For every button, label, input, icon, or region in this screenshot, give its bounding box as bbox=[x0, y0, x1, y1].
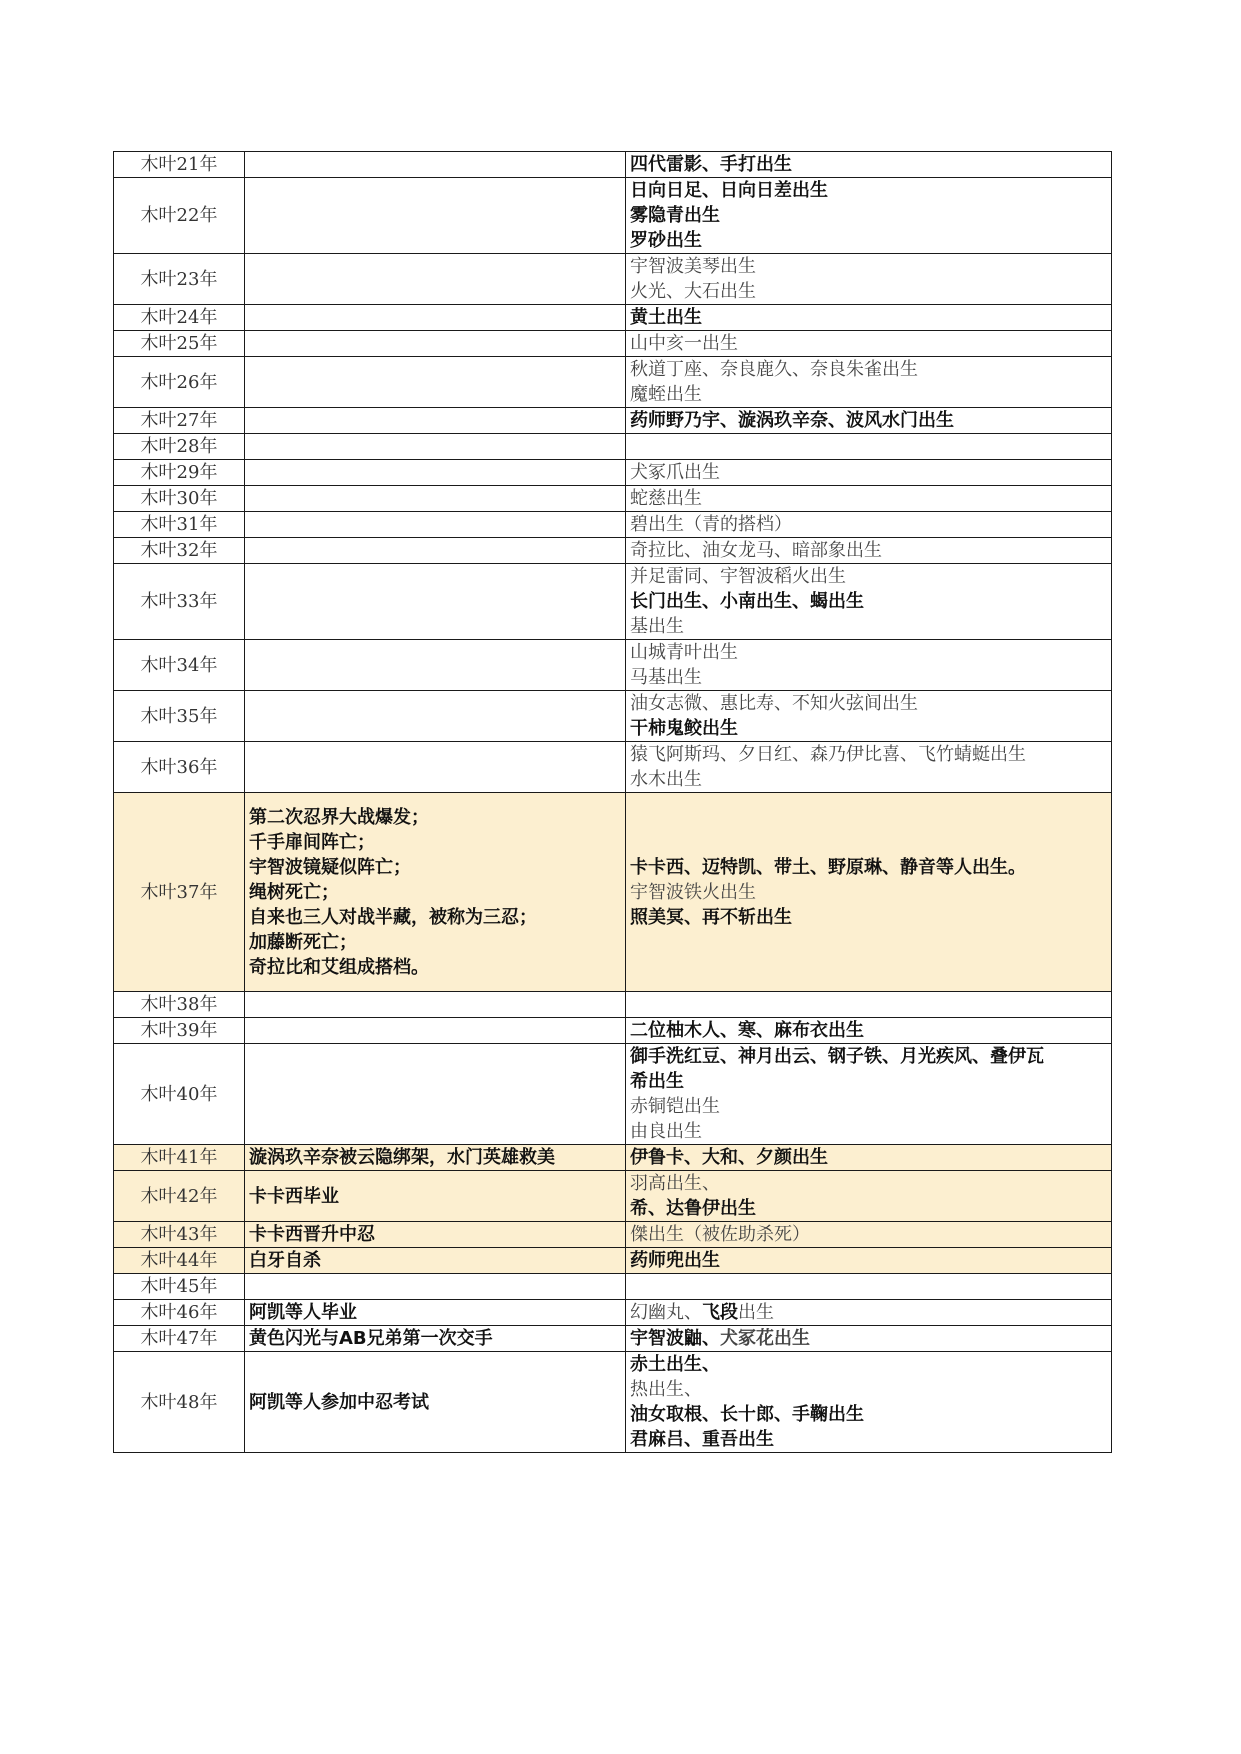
timeline-row bbox=[114, 1274, 1112, 1300]
event-line: 黄色闪光与AB兄弟第一次交手 bbox=[249, 1328, 493, 1349]
event-cell bbox=[245, 357, 626, 408]
timeline-row bbox=[114, 152, 1112, 178]
birth-line: 二位柚木人、寒、麻布衣出生 bbox=[630, 1020, 864, 1041]
event-line: 绳树死亡； bbox=[249, 881, 339, 903]
year-cell: 木叶26年 bbox=[114, 357, 245, 408]
text-fragment: 出生 bbox=[738, 1302, 774, 1323]
birth-line: 药师兜出生 bbox=[630, 1250, 720, 1271]
year-cell: 木叶37年 bbox=[114, 793, 245, 992]
birth-line: 宇智波铁火出生 bbox=[630, 881, 756, 903]
birth-cell bbox=[626, 742, 1112, 793]
birth-cell bbox=[626, 640, 1112, 691]
event-cell bbox=[245, 1222, 626, 1248]
year-cell: 木叶41年 bbox=[114, 1145, 245, 1171]
year-cell: 木叶30年 bbox=[114, 486, 245, 512]
birth-cell bbox=[626, 1044, 1112, 1145]
event-cell bbox=[245, 305, 626, 331]
event-line: 卡卡西晋升中忍 bbox=[249, 1224, 375, 1245]
birth-cell bbox=[626, 992, 1112, 1018]
birth-line: 羽高出生、 bbox=[630, 1173, 720, 1194]
birth-line: 猿飞阿斯玛、夕日红、森乃伊比喜、飞竹蜻蜓出生 bbox=[630, 744, 1026, 765]
timeline-row bbox=[114, 512, 1112, 538]
timeline-row bbox=[114, 1248, 1112, 1274]
timeline-row bbox=[114, 793, 1112, 992]
birth-line: 魔蛭出生 bbox=[630, 384, 702, 405]
event-cell bbox=[245, 564, 626, 640]
year-cell: 木叶38年 bbox=[114, 992, 245, 1018]
year-cell: 木叶43年 bbox=[114, 1222, 245, 1248]
birth-line: 长门出生、小南出生、蝎出生 bbox=[630, 591, 864, 612]
event-cell bbox=[245, 408, 626, 434]
birth-line: 君麻吕、重吾出生 bbox=[630, 1429, 774, 1450]
year-cell: 木叶23年 bbox=[114, 254, 245, 305]
event-line: 奇拉比和艾组成搭档。 bbox=[249, 956, 429, 978]
year-cell: 木叶31年 bbox=[114, 512, 245, 538]
event-line: 阿凯等人毕业 bbox=[249, 1302, 357, 1323]
timeline-row bbox=[114, 1326, 1112, 1352]
timeline-row bbox=[114, 1044, 1112, 1145]
birth-cell bbox=[626, 1274, 1112, 1300]
birth-line: 碧出生（青的搭档） bbox=[630, 514, 792, 535]
timeline-row bbox=[114, 486, 1112, 512]
birth-line: 干柿鬼鲛出生 bbox=[630, 718, 738, 739]
timeline-row bbox=[114, 1222, 1112, 1248]
birth-line: 马基出生 bbox=[630, 667, 702, 688]
birth-line bbox=[630, 1326, 1107, 1351]
timeline-row bbox=[114, 640, 1112, 691]
year-cell: 木叶24年 bbox=[114, 305, 245, 331]
year-cell: 木叶34年 bbox=[114, 640, 245, 691]
birth-cell bbox=[626, 793, 1112, 992]
birth-line: 希、达鲁伊出生 bbox=[630, 1198, 756, 1219]
event-cell bbox=[245, 486, 626, 512]
birth-cell bbox=[626, 1326, 1112, 1352]
birth-line: 四代雷影、手打出生 bbox=[630, 154, 792, 175]
year-cell: 木叶27年 bbox=[114, 408, 245, 434]
birth-line: 犬冢爪出生 bbox=[630, 462, 720, 483]
birth-line: 蛇慈出生 bbox=[630, 488, 702, 509]
birth-line: 热出生、 bbox=[630, 1379, 702, 1400]
birth-cell bbox=[626, 152, 1112, 178]
event-cell bbox=[245, 691, 626, 742]
timeline-row bbox=[114, 1352, 1112, 1453]
text-fragment: 飞段 bbox=[702, 1302, 738, 1323]
timeline-row bbox=[114, 1300, 1112, 1326]
year-cell: 木叶39年 bbox=[114, 1018, 245, 1044]
timeline-row bbox=[114, 564, 1112, 640]
birth-cell bbox=[626, 1352, 1112, 1453]
birth-line: 黄土出生 bbox=[630, 307, 702, 328]
year-cell: 木叶42年 bbox=[114, 1171, 245, 1222]
birth-cell bbox=[626, 538, 1112, 564]
birth-cell bbox=[626, 408, 1112, 434]
timeline-row bbox=[114, 178, 1112, 254]
birth-cell bbox=[626, 254, 1112, 305]
event-line: 漩涡玖辛奈被云隐绑架，水门英雄救美 bbox=[249, 1147, 555, 1168]
year-cell: 木叶48年 bbox=[114, 1352, 245, 1453]
event-cell bbox=[245, 1171, 626, 1222]
birth-cell bbox=[626, 1171, 1112, 1222]
event-cell bbox=[245, 538, 626, 564]
birth-cell bbox=[626, 357, 1112, 408]
event-cell bbox=[245, 1274, 626, 1300]
year-cell: 木叶46年 bbox=[114, 1300, 245, 1326]
timeline-row bbox=[114, 691, 1112, 742]
birth-line: 日向日足、日向日差出生 bbox=[630, 180, 828, 201]
birth-line: 伊鲁卡、大和、夕颜出生 bbox=[630, 1147, 828, 1168]
timeline-row bbox=[114, 1018, 1112, 1044]
birth-line bbox=[630, 1300, 1107, 1325]
birth-line: 宇智波美琴出生 bbox=[630, 256, 756, 277]
birth-line: 雾隐青出生 bbox=[630, 205, 720, 226]
event-cell bbox=[245, 512, 626, 538]
birth-cell bbox=[626, 305, 1112, 331]
event-cell bbox=[245, 640, 626, 691]
event-cell bbox=[245, 434, 626, 460]
event-line: 宇智波镜疑似阵亡； bbox=[249, 856, 411, 878]
birth-line: 药师野乃宇、漩涡玖辛奈、波风水门出生 bbox=[630, 410, 954, 431]
birth-cell bbox=[626, 512, 1112, 538]
birth-line: 罗砂出生 bbox=[630, 230, 702, 251]
birth-line: 赤土出生、 bbox=[630, 1354, 720, 1375]
year-cell: 木叶21年 bbox=[114, 152, 245, 178]
birth-line: 并足雷同、宇智波稻火出生 bbox=[630, 566, 846, 587]
event-line: 自来也三人对战半藏，被称为三忍； bbox=[249, 906, 537, 928]
birth-line: 山中亥一出生 bbox=[630, 333, 738, 354]
event-cell bbox=[245, 992, 626, 1018]
birth-line: 由良出生 bbox=[630, 1121, 702, 1142]
event-cell bbox=[245, 1145, 626, 1171]
year-cell: 木叶28年 bbox=[114, 434, 245, 460]
event-cell bbox=[245, 1326, 626, 1352]
year-cell: 木叶40年 bbox=[114, 1044, 245, 1145]
text-fragment: 犬冢花出生 bbox=[720, 1328, 810, 1349]
timeline-row bbox=[114, 742, 1112, 793]
birth-line: 御手洗红豆、神月出云、钢子铁、月光疾风、叠伊瓦 bbox=[630, 1046, 1044, 1067]
event-cell bbox=[245, 793, 626, 992]
birth-cell bbox=[626, 691, 1112, 742]
birth-line: 卡卡西、迈特凯、带土、野原琳、静音等人出生。 bbox=[630, 856, 1026, 878]
timeline-row bbox=[114, 992, 1112, 1018]
birth-line: 赤铜铠出生 bbox=[630, 1096, 720, 1117]
timeline-row bbox=[114, 460, 1112, 486]
birth-cell bbox=[626, 460, 1112, 486]
event-cell bbox=[245, 254, 626, 305]
event-line: 千手扉间阵亡； bbox=[249, 831, 375, 853]
year-cell: 木叶45年 bbox=[114, 1274, 245, 1300]
birth-line: 基出生 bbox=[630, 616, 684, 637]
birth-cell bbox=[626, 1145, 1112, 1171]
birth-cell bbox=[626, 1222, 1112, 1248]
timeline-table bbox=[113, 151, 1112, 1453]
timeline-row bbox=[114, 1171, 1112, 1222]
event-line: 卡卡西毕业 bbox=[249, 1185, 339, 1207]
birth-line: 傑出生（被佐助杀死） bbox=[630, 1224, 810, 1245]
timeline-body bbox=[114, 152, 1112, 1453]
timeline-row bbox=[114, 305, 1112, 331]
birth-line: 照美冥、再不斩出生 bbox=[630, 906, 792, 928]
event-cell bbox=[245, 460, 626, 486]
event-cell bbox=[245, 1300, 626, 1326]
birth-cell bbox=[626, 331, 1112, 357]
event-line: 加藤断死亡； bbox=[249, 931, 357, 953]
year-cell: 木叶44年 bbox=[114, 1248, 245, 1274]
timeline-row bbox=[114, 331, 1112, 357]
event-cell bbox=[245, 331, 626, 357]
timeline-row bbox=[114, 1145, 1112, 1171]
event-cell bbox=[245, 1018, 626, 1044]
birth-line: 火光、大石出生 bbox=[630, 281, 756, 302]
birth-line: 油女志微、惠比寿、不知火弦间出生 bbox=[630, 693, 918, 714]
timeline-row bbox=[114, 254, 1112, 305]
event-line: 阿凯等人参加中忍考试 bbox=[249, 1391, 429, 1413]
birth-line: 油女取根、长十郎、手鞠出生 bbox=[630, 1404, 864, 1425]
event-line: 白牙自杀 bbox=[249, 1250, 321, 1271]
year-cell: 木叶32年 bbox=[114, 538, 245, 564]
birth-line: 水木出生 bbox=[630, 769, 702, 790]
event-cell bbox=[245, 1352, 626, 1453]
birth-cell bbox=[626, 434, 1112, 460]
event-cell bbox=[245, 178, 626, 254]
year-cell: 木叶29年 bbox=[114, 460, 245, 486]
year-cell: 木叶47年 bbox=[114, 1326, 245, 1352]
event-cell bbox=[245, 1044, 626, 1145]
birth-cell bbox=[626, 1018, 1112, 1044]
year-cell: 木叶36年 bbox=[114, 742, 245, 793]
event-cell bbox=[245, 742, 626, 793]
timeline-row bbox=[114, 408, 1112, 434]
birth-line: 山城青叶出生 bbox=[630, 642, 738, 663]
birth-line: 秋道丁座、奈良鹿久、奈良朱雀出生 bbox=[630, 359, 918, 380]
year-cell: 木叶25年 bbox=[114, 331, 245, 357]
birth-line: 希出生 bbox=[630, 1071, 684, 1092]
year-cell: 木叶35年 bbox=[114, 691, 245, 742]
birth-cell bbox=[626, 178, 1112, 254]
timeline-row bbox=[114, 538, 1112, 564]
year-cell: 木叶22年 bbox=[114, 178, 245, 254]
text-fragment: 幻幽丸、 bbox=[630, 1302, 702, 1323]
event-cell bbox=[245, 152, 626, 178]
event-cell bbox=[245, 1248, 626, 1274]
birth-cell bbox=[626, 1300, 1112, 1326]
timeline-row bbox=[114, 357, 1112, 408]
year-cell: 木叶33年 bbox=[114, 564, 245, 640]
birth-cell bbox=[626, 486, 1112, 512]
birth-line: 奇拉比、油女龙马、暗部象出生 bbox=[630, 540, 882, 561]
event-line: 第二次忍界大战爆发； bbox=[249, 806, 429, 828]
timeline-row bbox=[114, 434, 1112, 460]
birth-cell bbox=[626, 1248, 1112, 1274]
text-fragment: 宇智波鼬、 bbox=[630, 1328, 720, 1349]
birth-cell bbox=[626, 564, 1112, 640]
